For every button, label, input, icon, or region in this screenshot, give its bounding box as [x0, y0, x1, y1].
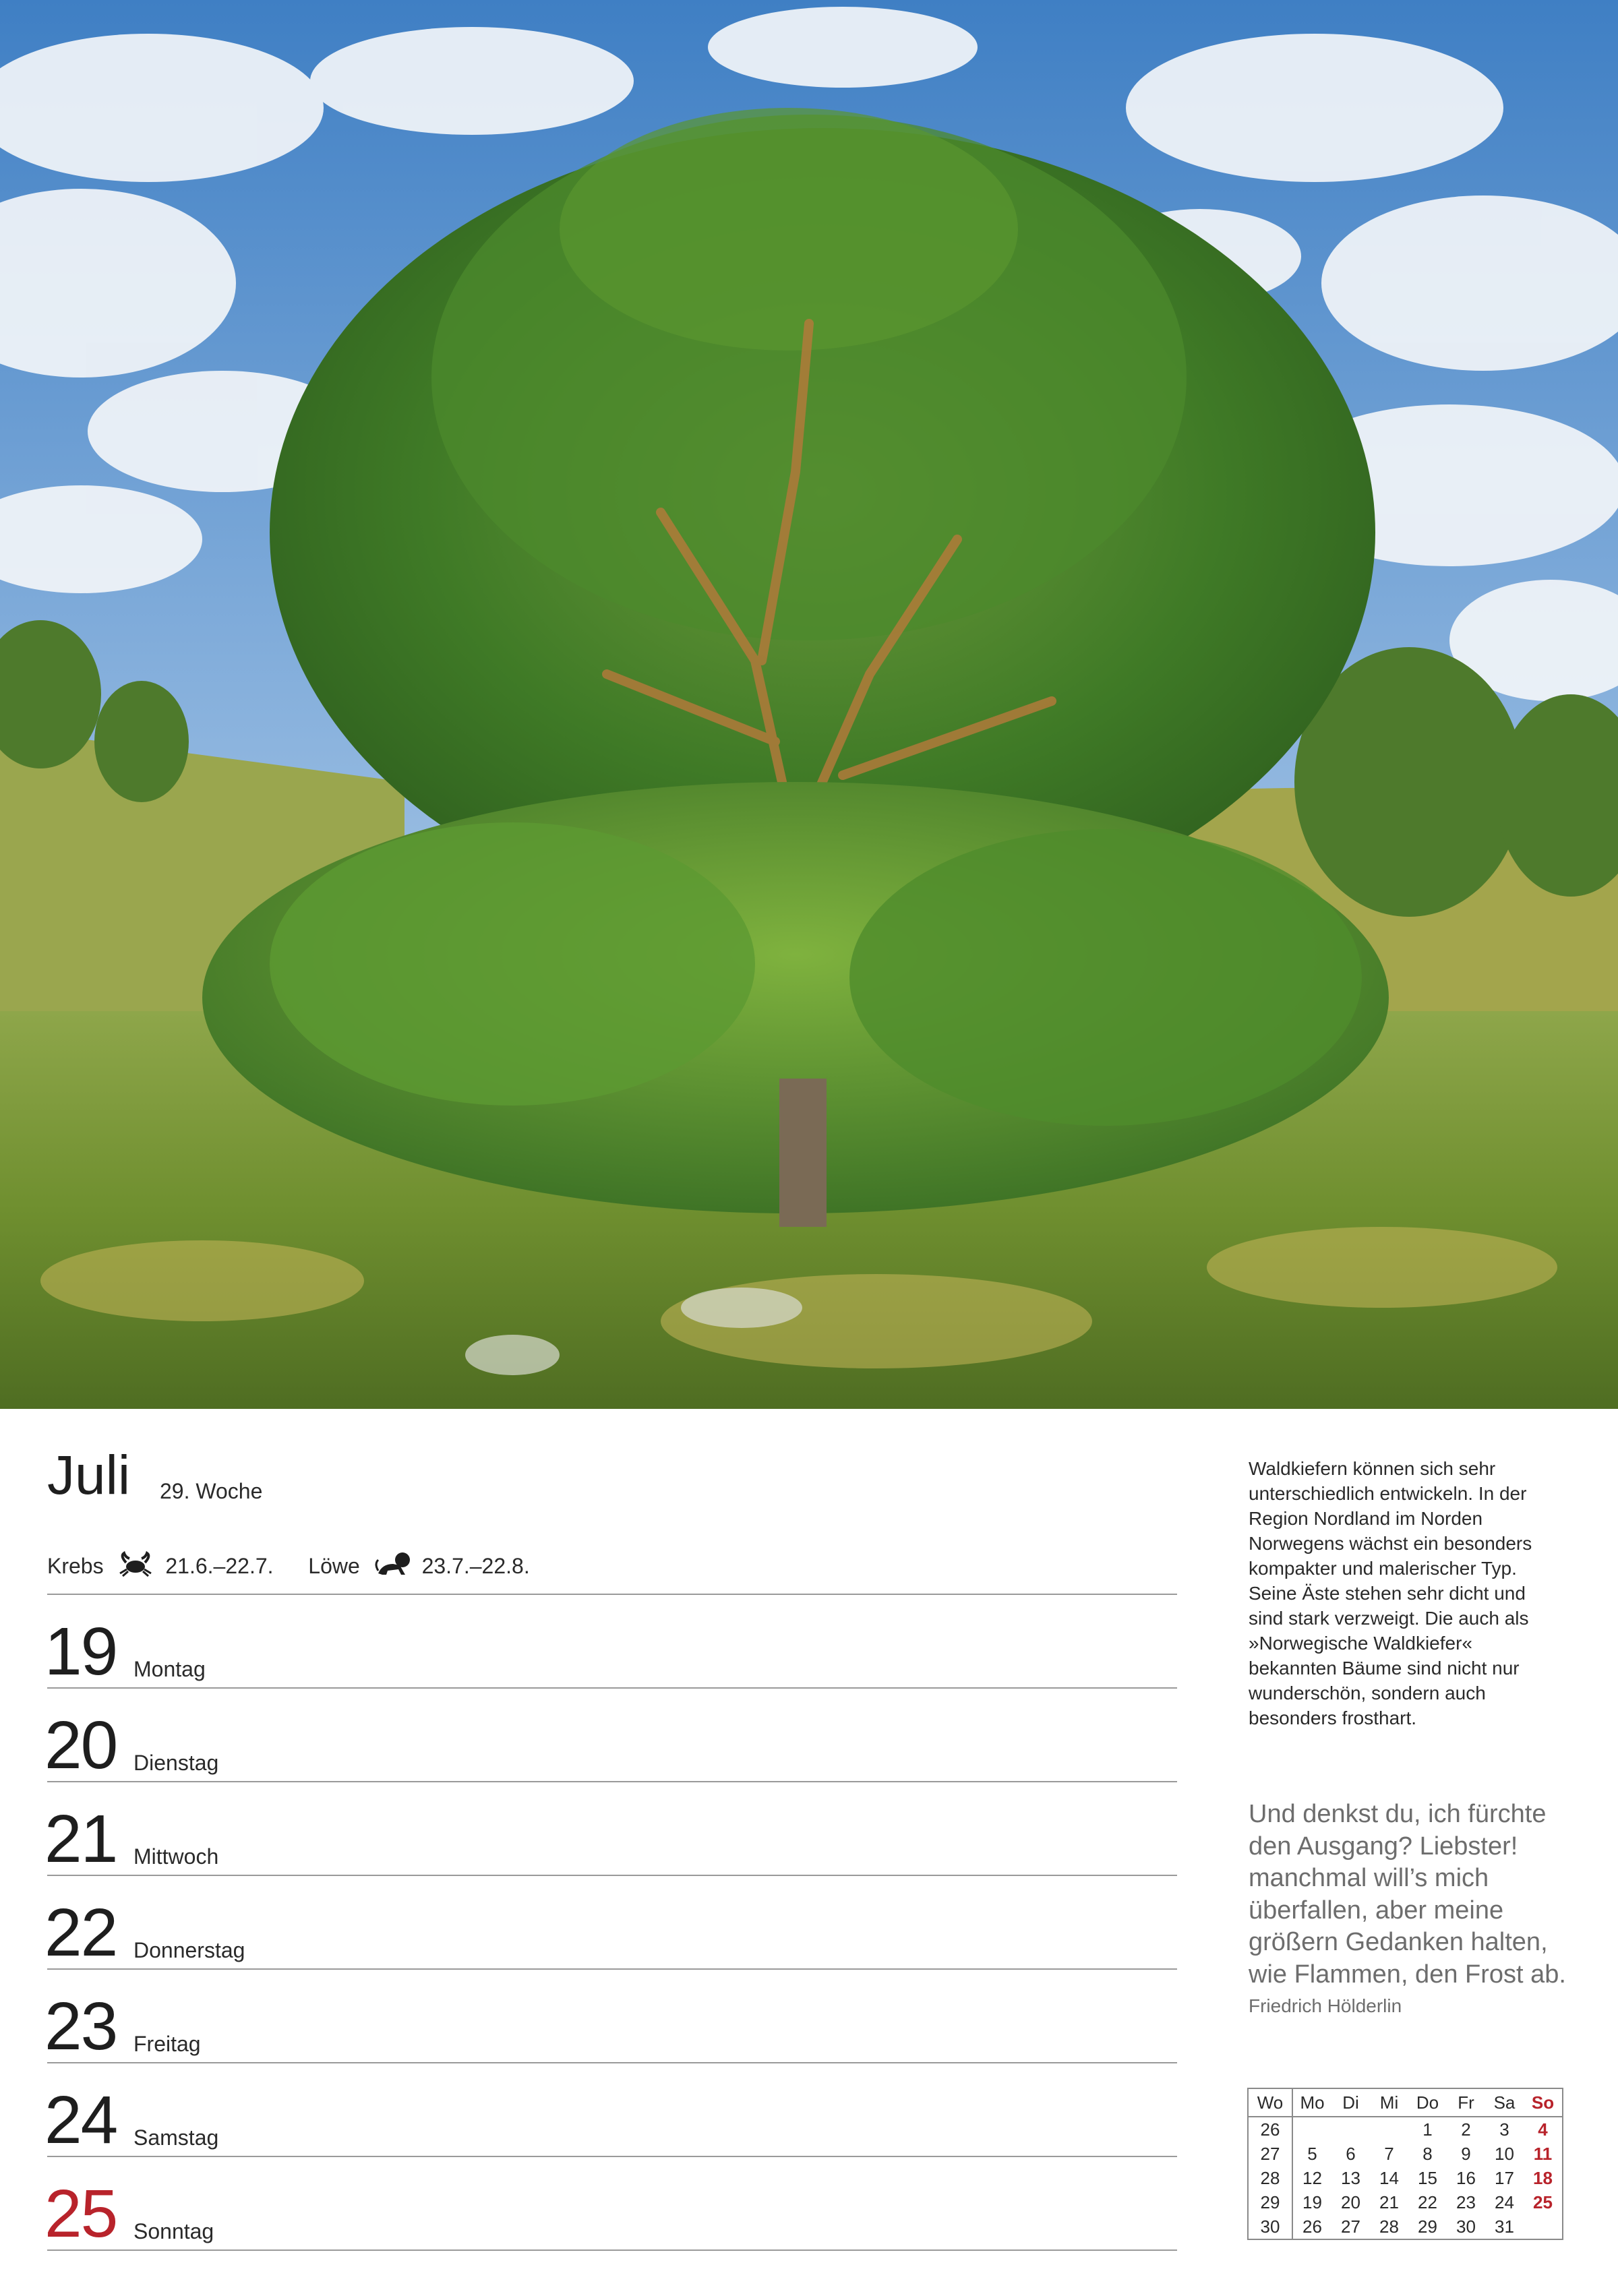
week-cell: 27	[1248, 2142, 1292, 2166]
day-name: Samstag	[133, 2125, 219, 2150]
day-number: 21	[44, 1801, 117, 1877]
description-line: bekannten Bäume sind nicht nur	[1249, 1658, 1520, 1679]
zodiac-range-loewe: 23.7.–22.8.	[421, 1554, 530, 1578]
zodiac-name-loewe: Löwe	[308, 1554, 360, 1578]
header-day: Do	[1408, 2088, 1447, 2117]
mini-calendar-row	[1248, 2166, 1563, 2190]
date-cell: 29	[1418, 2216, 1437, 2237]
crab-icon	[116, 1550, 155, 1577]
date-cell: 14	[1379, 2167, 1399, 2188]
date-cell: 10	[1495, 2143, 1514, 2164]
date-cell: 5	[1307, 2143, 1317, 2164]
date-cell: 20	[1341, 2192, 1360, 2212]
mini-calendar-row	[1248, 2214, 1563, 2239]
row-divider	[47, 1687, 1177, 1689]
date-cell: 19	[1302, 2192, 1322, 2212]
sunday-cell: 11	[1533, 2143, 1553, 2164]
description-line: wunderschön, sondern auch	[1249, 1683, 1486, 1703]
day-number: 22	[44, 1895, 117, 1970]
header-day: Sa	[1485, 2088, 1524, 2117]
quote	[1249, 1799, 1579, 1991]
date-cell: 17	[1495, 2167, 1514, 2188]
day-number: 20	[44, 1708, 117, 1783]
description-line: Region Nordland im Norden	[1249, 1508, 1483, 1529]
zodiac-name-krebs: Krebs	[47, 1554, 104, 1578]
quote-line: Und denkst du, ich fürchte	[1249, 1800, 1547, 1828]
date-cell: 23	[1456, 2192, 1476, 2212]
quote-line: größern Gedanken halten,	[1249, 1928, 1548, 1956]
mini-calendar-row	[1248, 2190, 1563, 2214]
quote-line: den Ausgang? Liebster!	[1249, 1832, 1518, 1861]
day-number: 24	[44, 2082, 117, 2158]
week-number: 29. Woche	[160, 1479, 263, 1503]
description-line: Seine Äste stehen sehr dicht und	[1249, 1583, 1526, 1604]
week-cell: 30	[1248, 2214, 1292, 2239]
date-cell	[1370, 2117, 1408, 2142]
date-cell: 27	[1341, 2216, 1360, 2237]
header-day: Mo	[1292, 2088, 1331, 2117]
description-line: sind stark verzweigt. Die auch als	[1249, 1608, 1529, 1629]
day-name: Montag	[133, 1657, 206, 1681]
row-divider	[47, 1594, 1177, 1595]
date-cell: 6	[1346, 2143, 1356, 2164]
mini-calendar-header	[1248, 2088, 1563, 2117]
mini-calendar-row	[1248, 2117, 1563, 2142]
header-day: Di	[1331, 2088, 1370, 2117]
row-divider	[47, 2156, 1177, 2157]
date-cell: 8	[1422, 2143, 1433, 2164]
quote-author: Friedrich Hölderlin	[1249, 1995, 1402, 2016]
sunday-cell	[1524, 2214, 1563, 2239]
row-divider	[47, 2249, 1177, 2251]
mini-calendar-row	[1248, 2142, 1563, 2166]
date-cell: 22	[1418, 2192, 1437, 2212]
date-cell: 13	[1341, 2167, 1360, 2188]
day-name: Donnerstag	[133, 1938, 245, 1962]
sunday-cell: 25	[1533, 2192, 1553, 2212]
row-divider	[47, 1875, 1177, 1876]
date-cell: 30	[1456, 2216, 1476, 2237]
date-cell: 21	[1379, 2192, 1399, 2212]
row-divider	[47, 1781, 1177, 1782]
date-cell: 24	[1495, 2192, 1514, 2212]
zodiac-line	[47, 1550, 530, 1577]
day-number-sunday: 25	[44, 2176, 117, 2252]
date-cell: 2	[1461, 2119, 1471, 2140]
date-cell: 9	[1461, 2143, 1471, 2164]
week-cell: 29	[1248, 2190, 1292, 2214]
day-number: 23	[44, 1989, 117, 2064]
photo-description	[1249, 1456, 1565, 1730]
lion-icon	[373, 1550, 412, 1577]
mini-calendar	[1247, 2088, 1563, 2240]
date-cell: 15	[1418, 2167, 1437, 2188]
day-number: 19	[44, 1614, 117, 1689]
week-cell: 28	[1248, 2166, 1292, 2190]
day-name: Freitag	[133, 2032, 201, 2056]
quote-line: überfallen, aber meine	[1249, 1896, 1504, 1925]
sunday-cell: 18	[1533, 2167, 1553, 2188]
row-divider	[47, 1968, 1177, 1970]
date-cell: 3	[1499, 2119, 1509, 2140]
date-cell: 1	[1422, 2119, 1433, 2140]
header-day: Mi	[1370, 2088, 1408, 2117]
zodiac-range-krebs: 21.6.–22.7.	[165, 1554, 274, 1578]
header-day: Fr	[1447, 2088, 1485, 2117]
quote-line: wie Flammen, den Frost ab.	[1249, 1960, 1566, 1989]
sunday-cell: 4	[1538, 2119, 1548, 2140]
description-line: Waldkiefern können sich sehr	[1249, 1458, 1496, 1479]
month-title: Juli	[47, 1445, 131, 1506]
header-week: Wo	[1248, 2088, 1292, 2117]
date-cell: 7	[1384, 2143, 1394, 2164]
date-cell: 28	[1379, 2216, 1399, 2237]
header-sunday: So	[1524, 2088, 1563, 2117]
date-cell: 26	[1302, 2216, 1322, 2237]
description-line: Norwegens wächst ein besonders	[1249, 1533, 1532, 1554]
day-name: Sonntag	[133, 2219, 214, 2243]
description-line: »Norwegische Waldkiefer«	[1249, 1633, 1472, 1654]
description-line: besonders frosthart.	[1249, 1708, 1417, 1728]
quote-line: manchmal will’s mich	[1249, 1864, 1489, 1892]
date-cell: 12	[1302, 2167, 1322, 2188]
date-cell: 31	[1495, 2216, 1514, 2237]
row-divider	[47, 2062, 1177, 2063]
date-cell	[1292, 2117, 1331, 2142]
week-cell: 26	[1248, 2117, 1292, 2142]
description-line: kompakter und malerischer Typ.	[1249, 1558, 1517, 1579]
date-cell	[1331, 2117, 1370, 2142]
day-name: Dienstag	[133, 1751, 219, 1775]
day-name: Mittwoch	[133, 1844, 219, 1869]
description-line: unterschiedlich entwickeln. In der	[1249, 1483, 1527, 1504]
date-cell: 16	[1456, 2167, 1476, 2188]
